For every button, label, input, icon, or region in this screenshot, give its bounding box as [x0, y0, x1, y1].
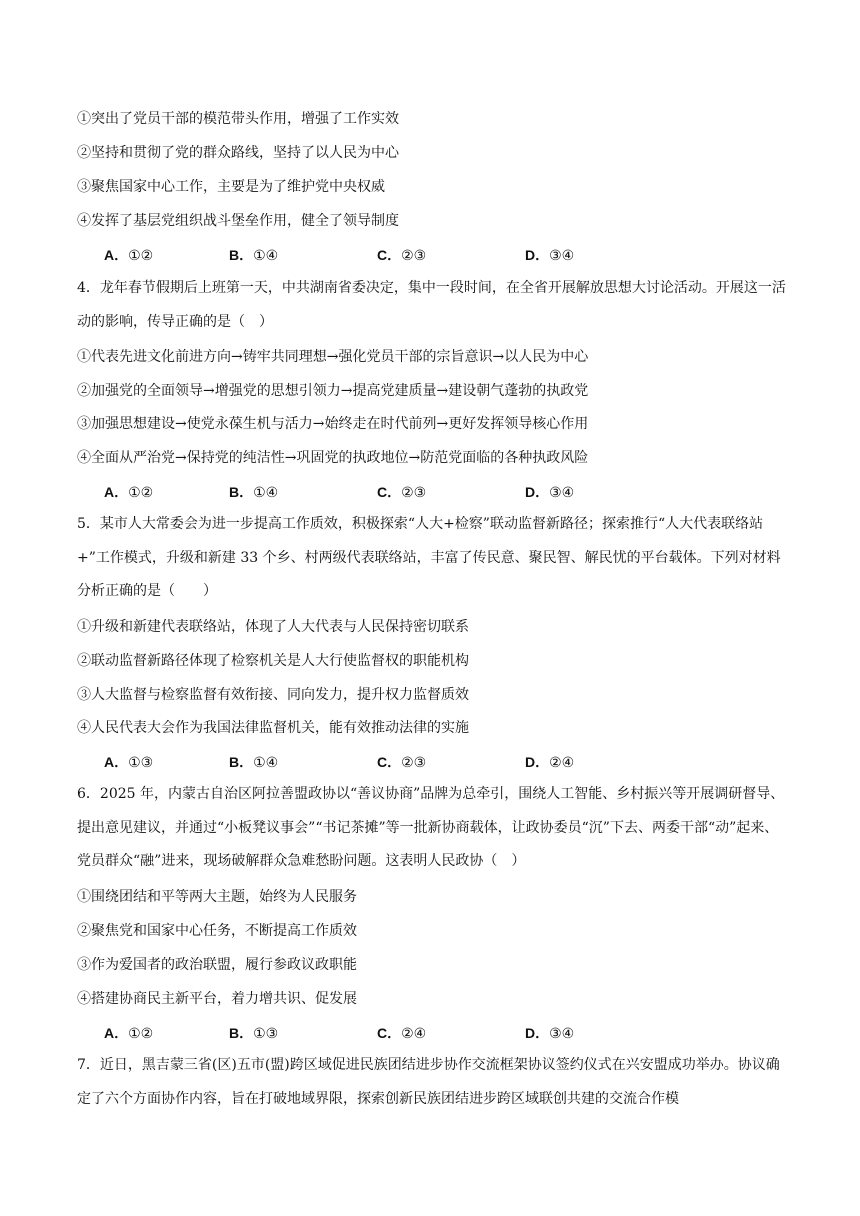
question-7-stem: 7．近日，黑吉蒙三省(区)五市(盟)跨区域促进民族团结进步协作交流框架协议签约仪式在兴安盟成功举办。协议确定了六个方面协作内容，旨在打破地域界限，探索创新民族团结进步跨区域联创共建的交流合作模 — [77, 1057, 780, 1107]
option-a: A．①② — [104, 247, 154, 264]
option-d: D．③④ — [525, 247, 575, 264]
statement-1: ①围绕团结和平等两大主题，始终为人民服务 — [77, 889, 357, 905]
statement-4: ④搭建协商民主新平台，着力增共识、促发展 — [77, 991, 357, 1007]
option-b: B．①④ — [229, 247, 279, 264]
statement-4: ④人民代表大会作为我国法律监督机关，能有效推动法律的实施 — [77, 720, 469, 736]
option-b: B．①③ — [229, 1025, 279, 1042]
option-c: C．②③ — [377, 754, 427, 771]
option-a: A．①② — [104, 1025, 154, 1042]
question-5-stem: 5．某市人大常委会为进一步提高工作质效，积极探索“人大+检察”联动监督新路径；探索推行“人大代表联络站+”工作模式，升级和新建 33 个乡、村两级代表联络站，丰富了传民意、聚民智、解民忧的平台载体。下列对材料分析正确的是（ ） — [77, 516, 781, 599]
option-d: D．③④ — [525, 484, 575, 501]
statement-2: ②聚焦党和国家中心任务，不断提高工作质效 — [77, 923, 357, 939]
statement-3: ③加强思想建设→使党永葆生机与活力→始终走在时代前列→更好发挥领导核心作用 — [77, 416, 589, 432]
statement-4: ④全面从严治党→保持党的纯洁性→巩固党的执政地位→防范党面临的各种执政风险 — [77, 450, 589, 466]
statement-2: ②坚持和贯彻了党的群众路线，坚持了以人民为中心 — [77, 145, 399, 161]
statement-4: ④发挥了基层党组织战斗堡垒作用，健全了领导制度 — [77, 213, 399, 229]
statement-3: ③聚焦国家中心工作，主要是为了维护党中央权威 — [77, 179, 385, 195]
option-b: B．①④ — [229, 484, 279, 501]
option-c: C．②③ — [377, 484, 427, 501]
statement-3: ③作为爱国者的政治联盟，履行参政议政职能 — [77, 957, 357, 973]
statement-2: ②加强党的全面领导→增强党的思想引领力→提高党建质量→建设朝气蓬勃的执政党 — [77, 383, 589, 399]
option-c: C．②③ — [377, 247, 427, 264]
statement-1: ①突出了党员干部的模范带头作用，增强了工作实效 — [77, 111, 399, 127]
option-a: A．①③ — [104, 754, 154, 771]
question-4-stem: 4．龙年春节假期后上班第一天，中共湖南省委决定，集中一段时间，在全省开展解放思想大讨论活动。开展这一活动的影响，传导正确的是（ ） — [77, 280, 786, 330]
statement-1: ①代表先进文化前进方向→铸牢共同理想→强化党员干部的宗旨意识→以人民为中心 — [77, 349, 589, 365]
option-d: D．②④ — [525, 754, 575, 771]
option-c: C．②④ — [377, 1025, 427, 1042]
statement-2: ②联动监督新路径体现了检察机关是人大行使监督权的职能机构 — [77, 653, 469, 669]
question-6-stem: 6．2025 年，内蒙古自治区阿拉善盟政协以“善议协商”品牌为总牵引，围绕人工智能、乡村振兴等开展调研督导、提出意见建议，并通过“小板凳议事会”“书记茶摊”等一批新协商载体，让政协委员“沉”下去、两委干部“动”起来、党员群众“融”进来，现场破解群众急难愁盼问题。这表明人民政协（ ） — [77, 786, 785, 869]
statement-1: ①升级和新建代表联络站，体现了人大代表与人民保持密切联系 — [77, 619, 469, 635]
option-d: D．③④ — [525, 1025, 575, 1042]
option-b: B．①④ — [229, 754, 279, 771]
option-a: A．①② — [104, 484, 154, 501]
statement-3: ③人大监督与检察监督有效衔接、同向发力，提升权力监督质效 — [77, 687, 469, 703]
